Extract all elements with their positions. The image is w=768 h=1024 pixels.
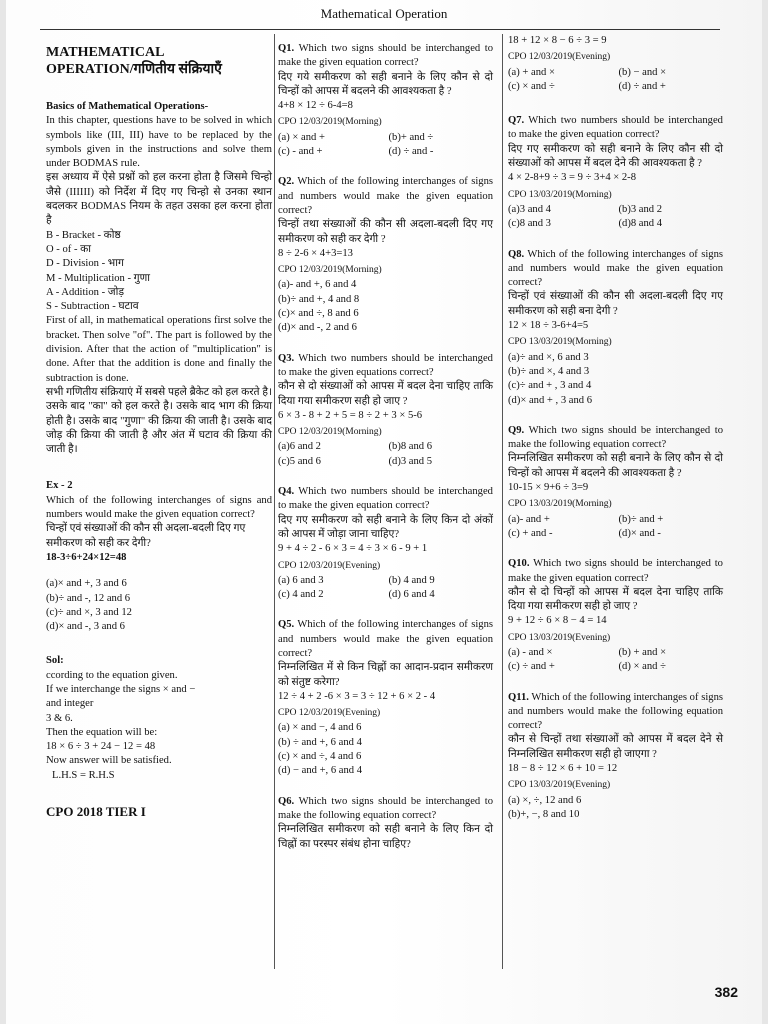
bodmas-list xyxy=(46,229,272,315)
question-source: CPO 13/03/2019(Morning) xyxy=(508,189,612,200)
option: (b) ÷ and +, 6 and 4 xyxy=(278,736,362,748)
bodmas-item: M - Multiplication - गुणा xyxy=(46,272,151,284)
solution-heading: Sol: xyxy=(46,655,64,667)
option: (a) × and −, 4 and 6 xyxy=(278,722,362,734)
question-hindi: कौन से दो चिन्हों को आपस में बदल देना चाहिए ताकि दिया गया समीकरण सही हो जाए ? xyxy=(508,586,723,613)
page-left-edge xyxy=(0,0,6,1024)
solution-line: 18 × 6 ÷ 3 + 24 − 12 = 48 xyxy=(46,741,156,753)
option: (c) × and ÷ xyxy=(508,80,555,92)
option: (d) ÷ and - xyxy=(388,146,434,158)
options-grid xyxy=(278,574,493,603)
question-english: Which two signs should be interchanged to make the given equation correct? xyxy=(278,43,493,69)
solution-line: ccording to the equation given. xyxy=(46,669,178,681)
question-english: Which of the following interchanges of signs and numbers would make the given equation correct? xyxy=(278,176,493,216)
question-english: Which two signs should be interchanged to make the given equation correct? xyxy=(508,558,723,584)
option: (d)× and - xyxy=(618,527,661,539)
question-hindi: निम्नलिखित समीकरण को सही बनाने के लिए किन दो चिह्नों का परस्पर संबंध होना चाहिए? xyxy=(278,824,493,850)
example-equation: 18-3÷6+24×12=48 xyxy=(46,551,127,563)
question-block xyxy=(278,352,493,469)
question-english: Which of the following interchanges of signs and numbers would make the given equation correct? xyxy=(278,619,493,659)
option: (c)÷ and + , 3 and 4 xyxy=(508,380,592,392)
question-number: Q10. xyxy=(508,558,530,570)
question-english: Which two numbers should be interchanged to make the given equation correct? xyxy=(508,115,723,141)
option: (b)÷ and + xyxy=(618,513,664,525)
example-heading: Ex - 2 xyxy=(46,480,73,492)
column-1 xyxy=(46,34,272,819)
page-number: 382 xyxy=(714,984,738,1000)
option: (d)× and -, 3 and 6 xyxy=(46,621,125,633)
option: (a)× and +, 3 and 6 xyxy=(46,578,127,590)
solution-line: and integer xyxy=(46,698,94,710)
option: (d)× and + , 3 and 6 xyxy=(508,394,593,406)
question-source: CPO 13/03/2019(Evening) xyxy=(508,780,611,791)
question-hindi: कौन से चिन्हों तथा संख्याओं को आपस में बदल देने से निम्नलिखित समीकरण सही हो जाएगा ? xyxy=(508,734,723,760)
option: (c)× and ÷, 8 and 6 xyxy=(278,308,359,320)
options-grid xyxy=(278,131,493,160)
option: (b)÷ and -, 12 and 6 xyxy=(46,592,131,604)
question-equation: 4+8 × 12 ÷ 6-4=8 xyxy=(278,100,353,112)
bodmas-item: D - Division - भाग xyxy=(46,258,124,270)
question-number: Q8. xyxy=(508,248,525,260)
question-number: Q6. xyxy=(278,795,295,807)
option: (b)+, −, 8 and 10 xyxy=(508,808,580,820)
option: (a) 6 and 3 xyxy=(278,574,324,586)
question-equation: 10-15 × 9+6 ÷ 3=9 xyxy=(508,482,589,494)
question-source: CPO 13/03/2019(Morning) xyxy=(508,337,612,348)
section-title-line-1: MATHEMATICAL xyxy=(46,45,165,60)
option: (b)+ and ÷ xyxy=(388,131,434,143)
question-block xyxy=(508,557,723,674)
question-source: CPO 12/03/2019(Morning) xyxy=(278,117,382,128)
question-english: Which two signs should be interchanged to make the following equation correct? xyxy=(508,424,723,451)
solution-line: L.H.S = R.H.S xyxy=(52,769,115,781)
question-hindi: चिन्हों एवं संख्याओं की कौन सी अदला-बदली दिए गए समीकरण को सही बना देगी ? xyxy=(508,291,723,317)
rule-hindi: सभी गणितीय संक्रियाएं में सबसे पहले ब्रैकेट को हल करते है। उसके बाद "का" को हल करते है। उसके बाद भाग की क्रिया होती है। उसके बाद "गुणा" की क्रिया की जाती है। उसके बाद जोड़ की क्रिया की जाती है और अंत में घटाव की क्रिया की जाती है। xyxy=(46,386,272,456)
option: (a) - and × xyxy=(508,646,553,658)
question-source: CPO 12/03/2019(Morning) xyxy=(278,265,382,276)
question-block xyxy=(508,691,723,823)
solution-line: 3 & 6. xyxy=(46,712,73,724)
option: (d)8 and 4 xyxy=(618,218,663,230)
question-source: CPO 13/03/2019(Evening) xyxy=(508,632,611,643)
column-3 xyxy=(508,34,723,822)
question-equation: 12 × 18 ÷ 3-6+4=5 xyxy=(508,320,589,332)
question-block xyxy=(508,114,723,231)
question-hindi: निम्नलिखित में से किन चिह्नों का आदान-प्रदान समीकरण को संतुष्ट करेगा? xyxy=(278,662,493,688)
option: (b)÷ and ×, 4 and 3 xyxy=(508,365,590,377)
options-list xyxy=(278,721,493,778)
options-grid xyxy=(278,440,493,469)
intro-english: In this chapter, questions have to be solved in which symbols like (III, III) have to be replaced by the symbols given in the instructions and solve them under BODMAS rule. xyxy=(46,115,272,170)
question-equation: 9 + 12 ÷ 6 × 8 − 4 = 14 xyxy=(508,615,607,627)
bodmas-item: B - Bracket - कोष्ठ xyxy=(46,229,121,241)
option: (d) − and +, 6 and 4 xyxy=(278,765,363,777)
column-2 xyxy=(278,34,493,852)
column-divider-2 xyxy=(502,34,503,969)
question-number: Q2. xyxy=(278,176,295,188)
example-options xyxy=(46,577,272,634)
options-grid xyxy=(508,646,723,675)
question-equation: 18 + 12 × 8 − 6 ÷ 3 = 9 xyxy=(508,35,607,46)
option: (c) - and + xyxy=(278,146,323,158)
option: (b)÷ and +, 4 and 8 xyxy=(278,293,360,305)
option: (b) 4 and 9 xyxy=(388,574,435,586)
example-question-hindi: चिन्हों एवं संख्याओं की कौन सी अदला-बदली दिए गए समीकरण को सही कर देगी? xyxy=(46,523,246,549)
question-equation: 6 × 3 - 8 + 2 + 5 = 8 ÷ 2 + 3 × 5-6 xyxy=(278,409,423,421)
option: (c) 4 and 2 xyxy=(278,589,324,601)
option: (d) × and ÷ xyxy=(618,661,666,673)
option: (a)÷ and ×, 6 and 3 xyxy=(508,351,589,363)
question-source: CPO 12/03/2019(Evening) xyxy=(278,708,381,719)
question-english: Which of the following interchanges of signs and numbers would make the given equation correct? xyxy=(508,248,723,289)
question-number: Q1. xyxy=(278,43,295,54)
options-grid xyxy=(508,513,723,542)
question-block xyxy=(508,424,723,541)
option: (c)8 and 3 xyxy=(508,218,551,230)
question-english: Which two numbers should be interchanged to make the given equations correct? xyxy=(278,352,493,378)
options-list xyxy=(508,794,723,823)
option: (c) × and ÷, 4 and 6 xyxy=(278,751,362,763)
rule-english: First of all, in mathematical operations first solve the bracket. Then solve "of". The part is followed by the division. After that the action of "multiplication" is done. After that the addition is done and finally the subtraction is done. xyxy=(46,315,272,384)
basics-heading: Basics of Mathematical Operations- xyxy=(46,101,209,112)
question-english: Which two numbers should be interchanged to make the given equation correct? xyxy=(278,486,493,512)
options-grid xyxy=(508,66,723,95)
column-divider-1 xyxy=(274,34,275,969)
question-block xyxy=(508,248,723,408)
question-number: Q5. xyxy=(278,619,295,631)
option: (b) + and × xyxy=(618,646,667,658)
running-header: Mathematical Operation xyxy=(320,6,448,21)
options-grid xyxy=(508,203,723,232)
question-equation: 8 ÷ 2-6 × 4+3=13 xyxy=(278,247,353,259)
question-hindi: निम्नलिखित समीकरण को सही बनाने के लिए कौन से दो चिन्हों को आपस में बदलने की आवश्यकता है ? xyxy=(508,453,723,479)
question-block xyxy=(278,485,493,602)
question-equation: 18 − 8 ÷ 12 × 6 + 10 = 12 xyxy=(508,763,618,775)
question-equation: 12 ÷ 4 + 2 -6 × 3 = 3 ÷ 12 + 6 × 2 - 4 xyxy=(278,690,436,702)
bodmas-item: O - of - का xyxy=(46,243,92,255)
question-hindi: दिए गये समीकरण को सही बनाने के लिए कौन से दो चिन्हों को आपस में बदलने की आवश्यकता है ? xyxy=(278,71,493,97)
question-number: Q7. xyxy=(508,115,525,127)
option: (a) × and + xyxy=(278,131,325,143)
section-title-line-2: OPERATION/गणितीय संक्रियाएँ xyxy=(46,62,222,77)
question-equation: 9 + 4 ÷ 2 - 6 × 3 = 4 ÷ 3 × 6 - 9 + 1 xyxy=(278,543,428,555)
question-number: Q3. xyxy=(278,352,295,364)
example-question-english: Which of the following interchanges of signs and numbers would make the given equation correct? xyxy=(46,494,272,521)
question-hindi: चिन्हों तथा संख्याओं की कौन सी अदला-बदली दिए गए समीकरण को सही कर देगी ? xyxy=(278,219,493,245)
question-hindi: दिए गए समीकरण को सही बनाने के लिए कौन सी दो संख्याओं को आपस में बदल देने की आवश्यकता है ? xyxy=(508,143,723,170)
options-list xyxy=(508,351,723,408)
solution-line: If we interchange the signs × and − xyxy=(46,683,196,695)
question-block xyxy=(278,795,493,852)
option: (c) ÷ and + xyxy=(508,661,555,673)
option: (b)8 and 6 xyxy=(388,441,433,453)
option: (b) − and × xyxy=(618,66,667,78)
option: (a)3 and 4 xyxy=(508,203,551,215)
question-english: Which two signs should be interchanged to make the following equation correct? xyxy=(278,795,493,821)
question-source: CPO 13/03/2019(Morning) xyxy=(508,499,612,510)
question-block xyxy=(278,618,493,778)
option: (d) ÷ and + xyxy=(618,80,666,92)
option: (a)6 and 2 xyxy=(278,441,321,453)
question-hindi: कौन से दो संख्याओं को आपस में बदल देना चाहिए ताकि दिया गया समीकरण सही हो जाए ? xyxy=(278,381,493,407)
option: (a) ×, ÷, 12 and 6 xyxy=(508,794,582,806)
solution-line: Then the equation will be: xyxy=(46,726,158,738)
question-number: Q9. xyxy=(508,424,525,436)
option: (d) 6 and 4 xyxy=(388,589,435,601)
question-hindi: दिए गए समीकरण को सही बनाने के लिए किन दो अंकों को आपस में जोड़ा जाना चाहिए? xyxy=(278,514,493,540)
question-block xyxy=(278,175,493,335)
options-list xyxy=(278,278,493,335)
exam-heading: CPO 2018 TIER I xyxy=(46,804,146,820)
question-block xyxy=(278,42,493,159)
option: (b)3 and 2 xyxy=(618,203,663,215)
header-rule xyxy=(40,29,720,30)
bodmas-item: S - Subtraction - घटाव xyxy=(46,301,139,313)
option: (c)5 and 6 xyxy=(278,455,321,467)
option: (c)÷ and ×, 3 and 12 xyxy=(46,606,132,618)
option: (a)- and +, 6 and 4 xyxy=(278,279,357,291)
question-source: CPO 12/03/2019(Evening) xyxy=(508,52,611,63)
question-english: Which of the following interchanges of signs and numbers would make the following equation correct? xyxy=(508,691,723,732)
option: (d)3 and 5 xyxy=(388,455,433,467)
solution-body xyxy=(46,669,272,783)
question-source: CPO 12/03/2019(Evening) xyxy=(278,560,381,571)
option: (c) + and - xyxy=(508,527,553,539)
option: (a)- and + xyxy=(508,513,550,525)
option: (a) + and × xyxy=(508,66,555,78)
bodmas-item: A - Addition - जोड़ xyxy=(46,286,125,298)
page-right-edge xyxy=(762,0,768,1024)
question-number: Q11. xyxy=(508,691,529,703)
question-equation: 4 × 2-8+9 ÷ 3 = 9 ÷ 3+4 × 2-8 xyxy=(508,172,637,184)
option: (d)× and -, 2 and 6 xyxy=(278,322,357,334)
solution-line: Now answer will be satisfied. xyxy=(46,755,172,767)
intro-hindi: इस अध्याय में ऐसे प्रश्नों को हल करना होता है जिसमे चिन्हो जैसे (IIIIII) को निर्देश में दिए गए चिन्हो से उनका स्थान बदलकर BODMAS नियम के तहत उसका हल करना होता है xyxy=(46,172,272,227)
question-number: Q4. xyxy=(278,486,295,498)
question-source: CPO 12/03/2019(Morning) xyxy=(278,427,382,438)
